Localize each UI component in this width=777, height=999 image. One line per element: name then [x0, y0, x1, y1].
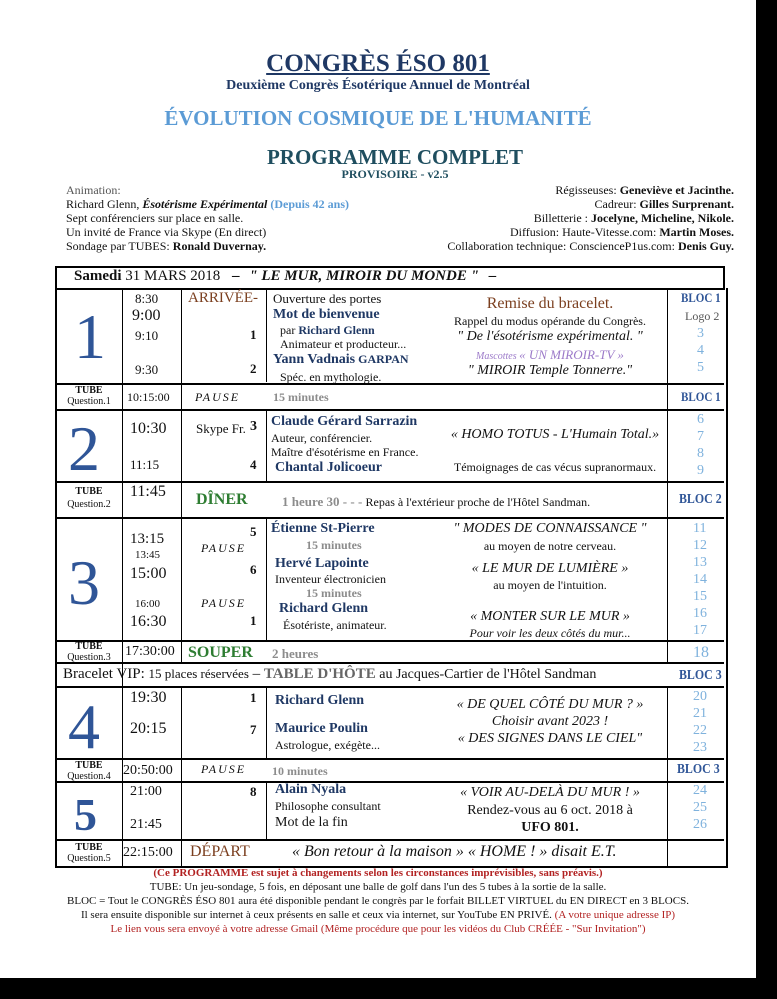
grid-hline [55, 686, 724, 688]
footer-note: (Ce PROGRAMME est sujet à changements selon les circonstances imprévisibles, sans préavis.) [153, 867, 603, 879]
session-desc: « DES SIGNES DANS LE CIEL" [457, 731, 643, 746]
session-desc: " De l'ésotérisme expérimental. " [457, 329, 643, 344]
speaker-number: 1 [250, 327, 257, 342]
program-title: PROGRAMME COMPLET [266, 145, 524, 169]
block-number: 16 [693, 606, 707, 621]
mascot-name: « UN MIROIR-TV » [519, 347, 624, 362]
bloc-label: BLOC 1 [681, 290, 721, 305]
speaker-number: 3 [250, 419, 257, 434]
tube-label: TUBE [75, 486, 103, 497]
session-desc: Rappel du modus opérande du Congrès. [454, 314, 646, 328]
speaker-name [273, 352, 409, 368]
footer-ip-note: (A votre unique adresse IP) [554, 909, 676, 921]
speaker-number: 4 [250, 457, 257, 472]
vip-places: 15 places réservées [148, 666, 249, 681]
session-desc: « MONTER SUR LE MUR » [470, 609, 630, 624]
speaker-role: Maître d'ésotérisme en France. [271, 445, 419, 459]
day-end: – [488, 268, 497, 284]
block-number: 22 [693, 723, 707, 738]
time-label: 16:30 [130, 613, 167, 630]
survey-name: Ronald Duvernay. [172, 239, 267, 253]
time-label: 22:15:00 [123, 845, 173, 860]
session-desc: " MIROIR Temple Tonnerre." [467, 363, 633, 378]
credit-animation: Animation: [66, 183, 121, 197]
speaker-number: 5 [250, 524, 257, 539]
speaker-number: 6 [250, 562, 257, 577]
mascot-label: Mascottes [476, 351, 520, 362]
credit-tech [447, 239, 734, 254]
grid-vline [266, 687, 267, 759]
session-desc: Choisir avant 2023 ! [491, 714, 609, 729]
vip-label: Bracelet VIP: [63, 666, 149, 682]
block-number: 24 [693, 783, 707, 798]
session-desc: « LE MUR DE LUMIÈRE » [471, 561, 629, 576]
closing-talk: Mot de la fin [275, 815, 348, 830]
speaker-role: Astrologue, exégète... [275, 738, 380, 752]
program-status: PROVISOIRE - v2.5 [341, 167, 449, 181]
bloc-label: BLOC 2 [679, 492, 722, 507]
tube-question: Question.4 [67, 771, 111, 782]
time-label: 13:45 [135, 549, 161, 561]
broadcast-label: Diffusion: Haute-Vitesse.com: [509, 225, 660, 239]
speaker-number: 1 [250, 613, 257, 628]
host-role: Animateur et producteur... [280, 337, 407, 351]
tube-question: Question.1 [67, 396, 111, 407]
time-label: 11:15 [130, 457, 160, 472]
grid-hline [55, 517, 724, 519]
grid-hline [55, 383, 724, 385]
tube-question: Question.3 [67, 652, 111, 663]
logo-number: Logo 2 [685, 309, 720, 323]
ticketing-names: Jocelyne, Micheline, Nikole. [591, 211, 734, 225]
speaker-tag: GARPAN [355, 352, 409, 366]
page-title: CONGRÈS ÉSO 801 [266, 50, 490, 77]
block-number: 12 [693, 538, 707, 553]
session-number: 1 [74, 301, 106, 372]
day-date: 31 MARS 2018 [121, 268, 221, 284]
pause-label: PAUSE [201, 762, 247, 776]
block-number: 26 [693, 817, 707, 832]
session-desc: « HOMO TOTUS - L'Humain Total.» [450, 427, 660, 442]
camera-label: Cadreur: [594, 197, 640, 211]
footer-note [0, 909, 756, 921]
stage-names: Geneviève et Jacinthe. [619, 183, 734, 197]
speaker-name: Claude Gérard Sarrazin [271, 414, 418, 429]
block-number: 11 [693, 521, 707, 536]
time-label: 20:50:00 [123, 763, 173, 778]
ticketing-label: Billetterie : [533, 211, 592, 225]
block-number: 18 [693, 644, 709, 661]
host-name: Richard Glenn [298, 323, 375, 337]
speaker-role: Spéc. en mythologie. [280, 370, 382, 384]
block-number: 9 [697, 463, 704, 478]
welcome-text: Mot de bienvenue [273, 307, 380, 322]
block-number: 8 [697, 446, 704, 461]
block-number: 15 [693, 589, 707, 604]
camera-name: Gilles Surprenant. [639, 197, 734, 211]
session-number: 2 [68, 413, 100, 484]
credit-ticketing [534, 211, 734, 226]
block-number: 13 [693, 555, 707, 570]
time-label: 20:15 [130, 720, 167, 737]
session-number: 3 [68, 547, 100, 618]
block-number: 21 [693, 706, 707, 721]
grid-hline [55, 781, 724, 783]
credit-speakers: Sept conférenciers sur place en salle. [66, 211, 244, 225]
footer-note: BLOC = Tout le CONGRÈS ÉSO 801 aura été disponible pendant le congrès par le forfait BILLET VIRTUEL du EN DIRECT en 3 BLOCS. [67, 895, 689, 907]
credit-survey [66, 239, 266, 254]
skype-label: Skype Fr. [196, 421, 246, 436]
time-label: 16:00 [135, 598, 161, 610]
page-subtitle: Deuxième Congrès Ésotérique Annuel de Montréal [226, 78, 530, 93]
session-desc: au moyen de notre cerveau. [483, 539, 617, 553]
grid-vline [266, 410, 267, 482]
pause-label: PAUSE [201, 596, 247, 610]
speaker-number: 7 [250, 722, 257, 737]
host-specialty: Ésotérisme Expérimental [142, 197, 268, 211]
time-label: 13:15 [130, 531, 165, 547]
meal-duration: 2 heures [272, 646, 319, 661]
meal-desc [282, 494, 590, 510]
theme-title: ÉVOLUTION COSMIQUE DE L'HUMANITÉ [164, 106, 592, 130]
time-label: 19:30 [130, 689, 167, 706]
vip-hotel: Hôtel Sandman [509, 667, 597, 682]
speaker-name: Richard Glenn [279, 601, 369, 616]
speaker-name: Étienne St-Pierre [271, 521, 375, 536]
tube-question: Question.5 [67, 853, 111, 864]
time-label: 21:00 [130, 784, 162, 799]
time-label: 11:45 [130, 483, 166, 500]
speaker-role: Philosophe consultant [275, 799, 381, 813]
time-label: 9:00 [132, 307, 161, 324]
credit-broadcast [510, 225, 734, 240]
survey-label: Sondage par TUBES: [66, 239, 173, 253]
speaker-name: Hervé Lapointe [275, 556, 369, 571]
speaker-number: 8 [250, 784, 257, 799]
speaker-name: Alain Nyala [275, 782, 347, 797]
block-number: 25 [693, 800, 707, 815]
meal-label: SOUPER [188, 644, 253, 661]
session-number: 4 [68, 691, 100, 762]
vip-row [63, 666, 596, 683]
speaker-name: Richard Glenn [275, 693, 365, 708]
grid-vline [266, 288, 267, 382]
block-number: 4 [697, 343, 704, 358]
speaker-role: Auteur, conférencier. [271, 431, 373, 445]
block-number: 14 [693, 572, 707, 587]
time-label: 10:15:00 [127, 390, 170, 404]
tech-name: Denis Guy. [677, 239, 734, 253]
session-desc: Pour voir les deux côtés du mur... [469, 626, 631, 640]
tube-label: TUBE [75, 842, 103, 853]
pause-label: PAUSE [201, 541, 247, 555]
block-number: 3 [697, 326, 704, 341]
grid-vline [181, 288, 182, 662]
vip-sep: – [248, 666, 264, 682]
day-label: Samedi [74, 268, 122, 284]
broadcast-name: Martin Moses. [659, 225, 734, 239]
bloc-label: BLOC 1 [681, 389, 721, 404]
time-label: 10:30 [130, 420, 167, 437]
block-number: 20 [693, 689, 707, 704]
tube-label: TUBE [75, 760, 103, 771]
meal-duration: 1 heure 30 - - - [282, 494, 366, 509]
session-desc: UFO 801. [521, 820, 579, 835]
block-number: 23 [693, 740, 707, 755]
block-number: 5 [697, 360, 704, 375]
day-theme: " LE MUR, MIROIR DU MONDE " [249, 268, 479, 284]
speaker-name: Chantal Jolicoeur [275, 460, 382, 475]
grid-vline [266, 782, 267, 839]
departure-label: DÉPART [190, 843, 250, 860]
duration-label: 15 minutes [273, 390, 329, 404]
speaker-name: Maurice Poulin [275, 721, 368, 736]
grid-vline [266, 518, 267, 640]
session-desc: au moyen de l'intuition. [493, 578, 607, 592]
speaker-name-text: Yann Vadnais [273, 352, 356, 367]
grid-hline [55, 409, 724, 411]
by-label: par [280, 323, 299, 337]
speaker-number: 1 [250, 690, 257, 705]
session-number: 5 [74, 789, 97, 840]
pause-label: PAUSE [195, 390, 241, 404]
duration-label: 15 minutes [306, 538, 362, 552]
tube-label: TUBE [75, 641, 103, 652]
stage-label: Régisseuses: [555, 183, 620, 197]
farewell-text: « Bon retour à la maison » « HOME ! » disait E.T. [292, 843, 617, 860]
meal-label: DÎNER [196, 491, 248, 508]
bloc-label: BLOC 3 [677, 762, 720, 777]
doors-text: Ouverture des portes [273, 291, 382, 306]
credit-host [66, 197, 349, 212]
speaker-role: Inventeur électronicien [275, 572, 386, 586]
tube-question: Question.2 [67, 499, 111, 510]
footer-note: Le lien vous sera envoyé à votre adresse Gmail (Même procédure que pour les vidéos du Club CRÉÉE - "Sur Invitation") [110, 923, 646, 935]
day-header [74, 268, 496, 285]
meal-location: Repas à l'extérieur proche de l'Hôtel Sandman. [365, 495, 591, 509]
credit-camera [595, 197, 734, 212]
session-desc: Témoignages de cas vécus supranormaux. [453, 460, 657, 474]
grid-hline [55, 758, 724, 760]
block-number: 17 [693, 623, 707, 638]
duration-label: 10 minutes [272, 764, 328, 778]
arrival-label: ARRIVÉE- [188, 290, 258, 306]
session-desc: « VOIR AU-DELÀ DU MUR ! » [460, 785, 640, 800]
footer-note: TUBE: Un jeu-sondage, 5 fois, en déposant une balle de golf dans l'un des 5 tubes à la sortie de la salle. [149, 881, 607, 893]
time-label: 15:00 [130, 565, 167, 582]
session-desc [400, 346, 700, 364]
credit-guest: Un invité de France via Skype (En direct) [66, 225, 267, 239]
speaker-number: 2 [250, 361, 257, 376]
bracelet-text: Remise du bracelet. [486, 295, 614, 312]
speaker-role: Ésotériste, animateur. [283, 618, 387, 632]
duration-label: 15 minutes [306, 586, 362, 600]
vip-location: au Jacques-Cartier de l' [375, 667, 510, 682]
welcome-by [280, 323, 375, 338]
host-name: Richard Glenn, [66, 197, 143, 211]
grid-hline [55, 662, 724, 664]
time-label: 9:10 [135, 328, 159, 343]
footer-text: Il sera ensuite disponible sur internet à ceux présents en salle et ceux via internet, sur YouTube EN PRIVÉ. [80, 909, 555, 921]
time-label: 9:30 [135, 362, 159, 377]
day-sep: – [232, 268, 240, 284]
session-desc: " MODES DE CONNAISSANCE " [453, 521, 647, 536]
time-label: 8:30 [135, 291, 159, 306]
session-desc: Rendez-vous au 6 oct. 2018 à [467, 803, 633, 818]
time-label: 21:45 [130, 817, 162, 832]
grid-hline [55, 839, 724, 841]
grid-vline [122, 288, 123, 866]
tech-label: Collaboration technique: ConscienceP1us.com: [447, 239, 678, 253]
time-label: 17:30:00 [125, 644, 175, 659]
vip-table: TABLE D'HÔTE [263, 666, 376, 682]
block-number: 6 [697, 412, 704, 427]
tube-label: TUBE [75, 385, 103, 396]
host-years: (Depuis 42 ans) [267, 197, 350, 211]
session-desc: « DE QUEL CÔTÉ DU MUR ? » [456, 697, 644, 712]
block-number: 7 [697, 429, 704, 444]
bloc-label: BLOC 3 [679, 668, 722, 683]
credit-stage [555, 183, 734, 198]
